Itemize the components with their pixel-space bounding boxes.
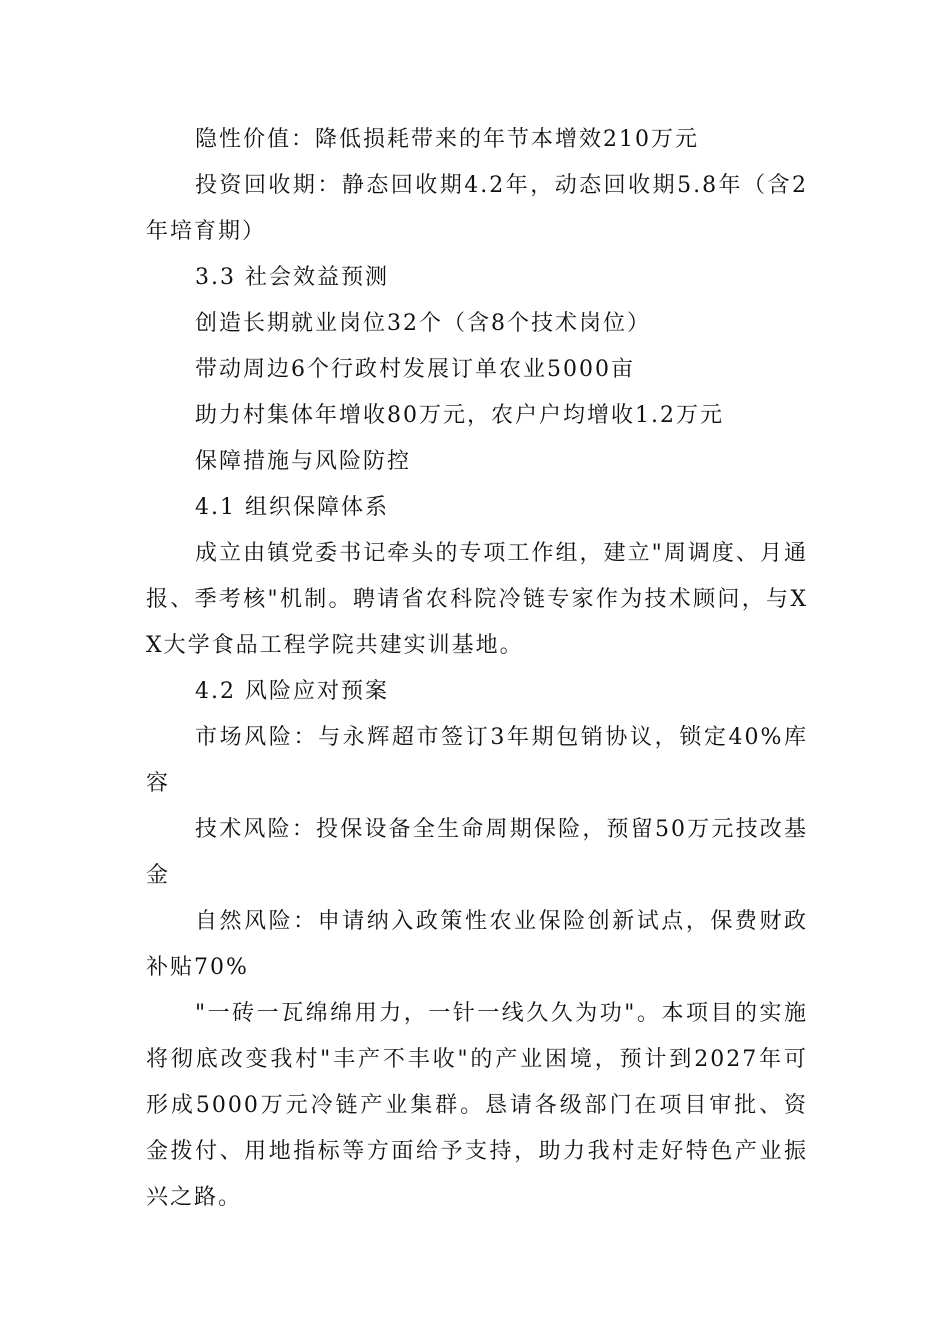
order-farming-line: 带动周边6个行政村发展订单农业5000亩 [195,357,635,382]
document-page [146,117,808,1221]
section-heading-4-1: 4.1 组织保障体系 [195,495,389,520]
market-risk-line: 市场风险：与永辉超市签订3年期包销协议，锁定40%库容 [146,725,808,796]
natural-risk-line: 自然风险：申请纳入政策性农业保险创新试点，保费财政补贴70% [146,909,808,980]
income-increase-line: 助力村集体年增收80万元，农户户均增收1.2万元 [195,403,724,428]
section-heading-4-2: 4.2 风险应对预案 [195,679,389,704]
chapter-heading-safeguards: 保障措施与风险防控 [195,449,412,474]
section-heading-3-3: 3.3 社会效益预测 [195,265,389,290]
employment-line: 创造长期就业岗位32个（含8个技术岗位） [195,311,651,336]
organization-paragraph: 成立由镇党委书记牵头的专项工作组，建立"周调度、月通报、季考核"机制。聘请省农科院冷链专家作为技术顾问，与XX大学食品工程学院共建实训基地。 [146,541,808,658]
technical-risk-line: 技术风险：投保设备全生命周期保险，预留50万元技改基金 [146,817,808,888]
hidden-value-line: 隐性价值：降低损耗带来的年节本增效210万元 [195,127,699,152]
payback-period-line: 投资回收期：静态回收期4.2年，动态回收期5.8年（含2年培育期） [146,173,808,244]
conclusion-paragraph: "一砖一瓦绵绵用力，一针一线久久为功"。本项目的实施将彻底改变我村"丰产不丰收"的产业困境，预计到2027年可形成5000万元冷链产业集群。恳请各级部门在项目审批、资金拨付、用地指标等方面给予支持，助力我村走好特色产业振兴之路。 [146,1001,808,1210]
